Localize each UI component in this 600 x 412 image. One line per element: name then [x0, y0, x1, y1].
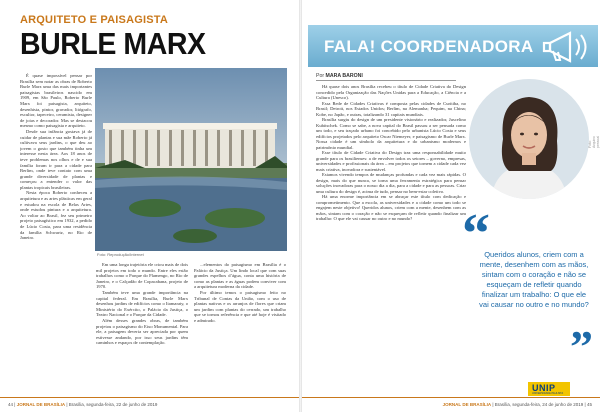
paragraph: Estamos vivendo tempos de mudanças profundas e cada vez mais rápidas. O design, mais do que nunca, se torna uma ferramenta estratégica para pensar soluções inovadoras para o nosso dia a dia, para a cidade e para as pessoas. Criar uma cultura do design é, acima de tudo, pensar no bem-estar coletivo. [316, 172, 466, 194]
paragraph: Há quase dois anos Brasília recebeu o título de Cidade Criativa do Design concedido pela Organização das Nações Unidas para a Educação, a Ciência e a Cultura (Unesco). [316, 84, 466, 100]
article-column-left [20, 73, 92, 395]
byline-divider [316, 80, 456, 81]
byline-prefix: Por [316, 73, 326, 79]
sponsor-logo [528, 382, 570, 396]
opinion-column [316, 84, 466, 380]
quote-open-icon: “ [462, 203, 490, 265]
quote-close-icon: ” [570, 321, 593, 372]
sponsor-logo-subtitle: UNIVERSIDADE PAULISTA [532, 392, 564, 395]
paragraph: Essa Rede de Cidades Criativas é composta pelas cidades de Curitiba, no Brasil; Detroit, nos Estados Unidos; Berlim, na Alemanha; Pequim, na China; Kobe, no Japão, e outras, totalizando 31 capitais mundiais. [316, 100, 466, 117]
right-footer [302, 397, 600, 412]
paragraph: Nesta época Roberto conheceu a arquitetura e as artes plásticas em geral e estudou na escola de Belas Artes, onde estudou pintura e a arquitetura. Ao voltar ao Brasil, fez seu primeiro projeto paisagístico em 1932, a pedido de Lúcio Costa, para uma residência da família Schwartz, no Rio de Janeiro. [20, 190, 92, 241]
footer-brand: JORNAL DE BRASÍLIA [442, 402, 492, 407]
sponsor-logo-text: UNIP [532, 383, 556, 393]
building-photo [95, 68, 287, 251]
pull-quote: Queridos alunos, criem com a mente, desenhem com as mãos, sintam com o coração e não se esqueçam de refletir quando finalizar um trabalho: O que ele vai causar no outro e no mundo? [479, 250, 589, 309]
portrait-caption: Foto: Arquivo pessoal [588, 135, 600, 148]
article-kicker: ARQUITETO E PAISAGISTA [20, 14, 169, 26]
footer-date: | Brasília, segunda-feira, 22 de junho de 2019 [65, 402, 158, 407]
paragraph: Além desses grandes obras, de também projetou o paisagismo do Eixo Monumental. Para ele, a paisagem deveria ser apreciada por quem estivesse andando, por isso seus jardins têm caminhos e espaços de contemplação. [96, 317, 188, 346]
paragraph: Brasília surgiu do design de um presidente visionário e realizador, Juscelino Kubitschek. Como se sabe, a nova capital do Brasil passou a ser pensada como um todo, e seu traçado urbano foi concebido pelo urbanista Lúcio Costa e seus edifícios projetados pelo arquiteto Oscar Niemeyer, e paisagismo de Burle Marx. Nossa cidade é um símbolo da arquitetura e do urbanismo modernos e patrimônio mundial. [316, 117, 466, 150]
footer-date: | Brasília, segunda-feira, 24 de junho de 2019 | [491, 402, 587, 407]
left-footer-text [8, 402, 157, 407]
right-page [302, 0, 600, 412]
paragraph: Em uma longa trajetória ele criou mais de dois mil projetos em todo o mundo. Entre eles estão trabalhos como o Parque do Flamengo, no Rio de Janeiro, e o Calçadão de Copacabana, projeto de 1970. [96, 262, 188, 290]
megaphone-icon [540, 27, 596, 67]
paragraph: Por último temos o paisagismo feito no Tribunal de Contas da União, com o uso de plantas nativas e os arranjos de flores que criam um jardim com plantas do cerrado, um trabalho que se tornou referência e que até hoje é visitado e admirado. [194, 289, 286, 323]
page-number: 45 [586, 402, 592, 407]
paragraph: É quase impossível pensar por Brasília sem notar as obras de Roberto Burle Marx uma das mais importantes paisagistas brasileiros nascido em 1909, em São Paulo, Roberto Burle Marx foi paisagista, arquiteto, desenhista, pintor, gravador, litógrafo, escultor, tapeceiro, ceramista, designer de joias e decorador. Mas se destacou mesmo como paisagista e arquiteto. [20, 73, 92, 129]
portrait-illustration [469, 79, 589, 199]
author-portrait [469, 79, 589, 199]
paragraph: ...elementos do paisagismo em Brasília é o Palácio da Justiça. Um lindo local que com suas grandes espelhos d’água, conta uma história de como as plantas e as águas podem conviver com a arquitetura moderna da cidade. [194, 262, 286, 290]
banner-title: FALA! COORDENADORA [324, 37, 534, 56]
paragraph: Também teve uma grande importância na capital federal. Em Brasília, Burle Marx desenhou jardins de edifícios como o Itamaraty, o Ministério do Exército, o Palácio da Justiça, o Teatro Nacional e o Parque da Cidade. [96, 289, 188, 318]
left-footer [0, 397, 300, 412]
paragraph: Desde sua infância gostava já de cuidar de plantas e sua mãe Roberto já cultivava seus jardins, o que deu ao jovem o gosto que também tinha um interesse nesta área. Aos 18 anos de teve problemas nos olhos e de e sua família foram ir para a cidade para Berlim, onde teve contato com uma grande diversidade de plantas e começou a entender o valor das plantas tropicais brasileiras. [20, 128, 92, 190]
photo-illustration [95, 68, 287, 251]
paragraph: Esse título de Cidade Criativa do Design traz uma responsabilidade muito grande para os brasilienses: a de envolver todos os setores – governo, empresas, universidades e profissionais da área – em projetos que tornem a cidade cada vez mais criativa, inovadora e sustentável. [316, 150, 466, 172]
article-headline: BURLE MARX [20, 26, 206, 61]
byline-author: MARA BARONI [325, 73, 363, 79]
right-footer-text [443, 402, 592, 407]
photo-caption: Foto: Reprodução/Internet [97, 252, 144, 257]
article-column-right [194, 262, 286, 396]
page-number: 44 | [8, 402, 17, 407]
paragraph: Há uma enorme importância em se abraçar este título com dedicação e comprometimento. Que a escola, as universidades e a cidade como um todo se engajem neste objetivo! Queridos alunos, criem com a mente, desenhem com as mãos, sintam com o coração e não se esqueçam de refletir quando finalizar um trabalho: O que ele vai causar no outro e no mundo? [316, 194, 466, 221]
article-column-mid [96, 262, 188, 396]
footer-brand: JORNAL DE BRASÍLIA [16, 402, 66, 407]
byline [316, 73, 363, 79]
column-banner [308, 25, 598, 67]
